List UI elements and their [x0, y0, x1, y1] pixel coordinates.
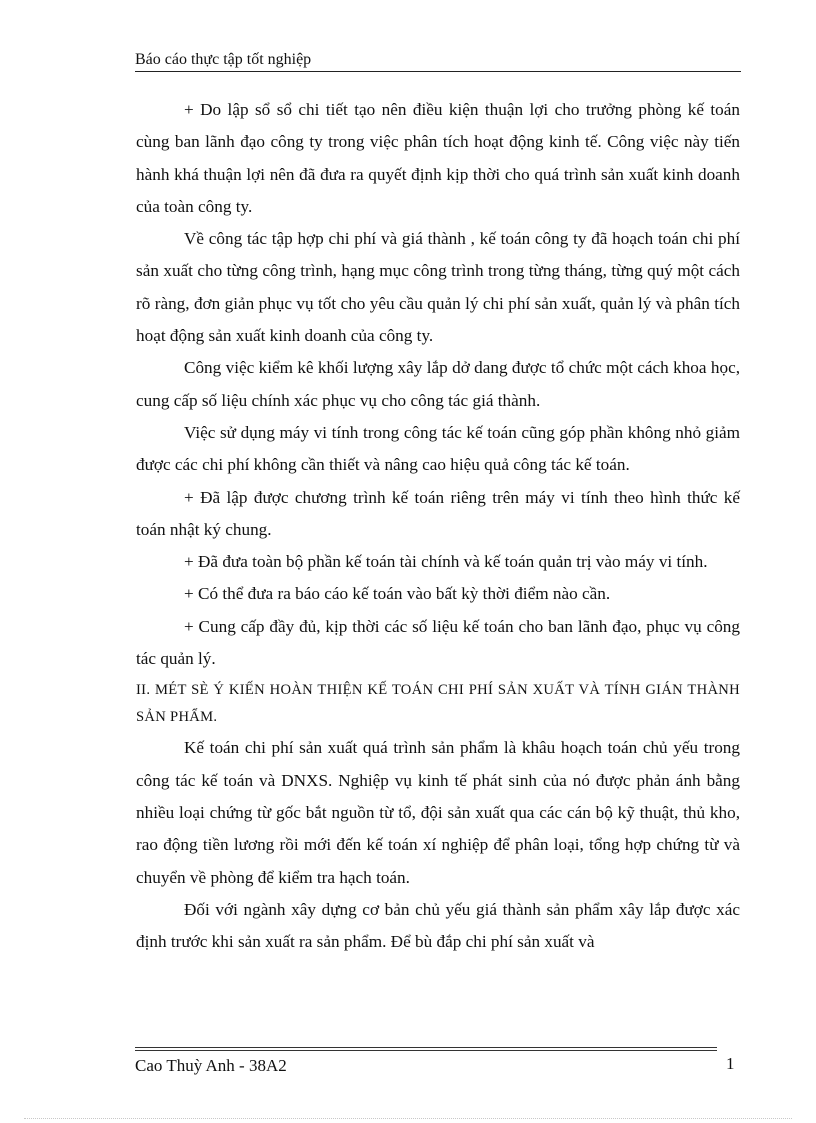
- paragraph: Về công tác tập hợp chi phí và giá thành , kế toán công ty đã hoạch toán chi phí sản xuất cho từng công trình, hạng mục công trình trong từng tháng, từng quý một cách rõ ràng, đơn giản phục vụ tốt cho yêu cầu quản lý chi phí sản xuất, quản lý và phân tích hoạt động sản xuất kinh doanh của công ty.: [136, 229, 740, 346]
- paragraph: + Đã đưa toàn bộ phần kế toán tài chính và kế toán quản trị vào máy vi tính.: [184, 552, 708, 572]
- paragraph: + Do lập sổ sổ chi tiết tạo nên điều kiện thuận lợi cho trưởng phòng kế toán cùng ban lãnh đạo công ty trong việc phân tích hoạt động kinh tế. Công việc này tiến hành khá thuận lợi nên đã đưa ra quyết định kịp thời cho quá trình sản xuất kinh doanh của toàn công ty.: [136, 100, 740, 216]
- paragraph: + Đã lập được chương trình kế toán riêng trên máy vi tính theo hình thức kế toán nhật ký chung.: [136, 487, 740, 539]
- paragraph: Kế toán chi phí sản xuất quá trình sản phẩm là khâu hoạch toán chủ yếu trong công tác kế toán và DNXS. Nghiệp vụ kinh tế phát sinh của nó được phản ánh bằng nhiều loại chứng từ gốc bắt nguồn từ tổ, đội sản xuất qua các cán bộ kỹ thuật, thủ kho, rao động tiền lương rồi mới đến kế toán xí nghiệp để phân loại, tổng hợp chứng từ và chuyển về phòng để kiểm tra hạch toán.: [136, 738, 740, 887]
- page-number: 1: [726, 1054, 735, 1073]
- footer-rule-top: [135, 1047, 717, 1048]
- document-body: [136, 94, 740, 958]
- paragraph: + Cung cấp đầy đủ, kịp thời các số liệu kế toán cho ban lãnh đạo, phục vụ công tác quản lý.: [136, 616, 740, 669]
- page-header: [135, 49, 741, 72]
- paragraph: Công việc kiểm kê khối lượng xây lắp dở dang được tổ chức một cách khoa học, cung cấp số liệu chính xác phục vụ cho công tác giá thành.: [136, 358, 740, 410]
- footer-author: Cao Thuỳ Anh - 38A2: [135, 1056, 287, 1075]
- footer-rule-bottom: [135, 1050, 717, 1051]
- section-heading: II. MÉT SÈ Ý KIẾN HOÀN THIỆN KẾ TOÁN CHI PHÍ SẢN XUẤT VÀ TÍNH GIÁN THÀNH SẢN PHẨM.: [136, 682, 740, 726]
- page-edge-divider: [24, 1118, 792, 1119]
- paragraph: + Có thể đưa ra báo cáo kế toán vào bất kỳ thời điểm nào cần.: [184, 584, 611, 604]
- paragraph: Việc sử dụng máy vi tính trong công tác kế toán cũng góp phần không nhỏ giảm được các chi phí không cần thiết và nâng cao hiệu quả công tác kế toán.: [136, 422, 740, 475]
- header-title: Báo cáo thực tập tốt nghiệp: [135, 51, 312, 68]
- paragraph: Đối với ngành xây dựng cơ bản chủ yếu giá thành sản phẩm xây lắp được xác định trước khi sản xuất ra sản phẩm. Để bù đắp chi phí sản xuất và: [136, 899, 740, 952]
